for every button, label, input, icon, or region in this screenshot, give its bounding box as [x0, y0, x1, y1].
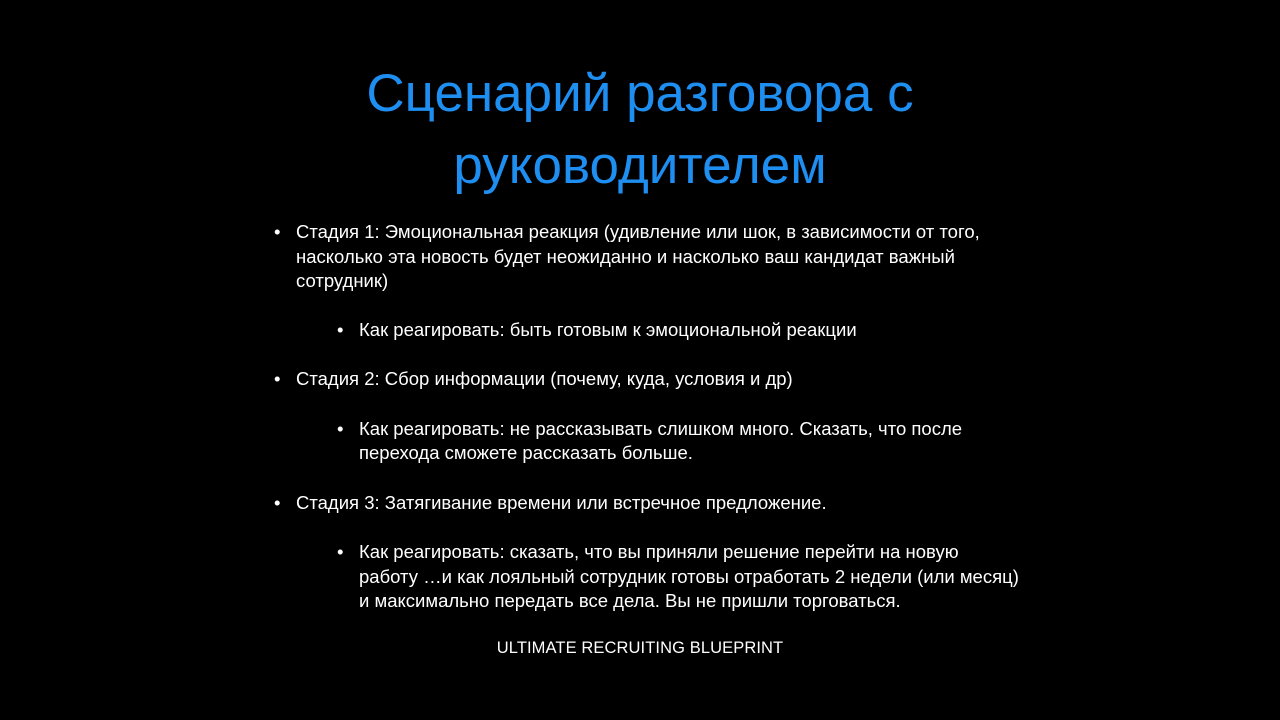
- list-item-response-3: [337, 540, 1019, 614]
- list-item-text: Стадия 2: Сбор информации (почему, куда, условия и др): [296, 368, 793, 389]
- slide-title-line-1: Сценарий разговора с: [366, 64, 914, 123]
- bullet-list: [274, 220, 1034, 614]
- list-item-text: Стадия 3: Затягивание времени или встречное предложение.: [296, 491, 827, 513]
- list-item-stage-1: [274, 220, 1012, 294]
- list-item-response-1: [337, 318, 1019, 343]
- slide-title-line-2: руководителем: [453, 136, 827, 195]
- list-item-text: Как реагировать: быть готовым к эмоциональной реакции: [359, 318, 857, 340]
- list-item-stage-3: [274, 491, 1012, 516]
- list-item-stage-2: [274, 367, 1012, 392]
- list-item-text: Стадия 1: Эмоциональная реакция (удивление или шок, в зависимости от того, насколько эта новость будет неожиданно и насколько ваш кандидат важный сотрудник): [296, 221, 980, 291]
- list-item-text: Как реагировать: сказать, что вы приняли решение перейти на новую работу …и как лояльный сотрудник готовы отработать 2 недели (или месяц) и максимально передать все дела. Вы не пришли торговаться.: [359, 541, 1019, 611]
- bullet-marker: •: [274, 221, 281, 242]
- bullet-marker: •: [337, 318, 344, 340]
- footer-brand: ULTIMATE RECRUITING BLUEPRINT: [496, 639, 784, 657]
- bullet-marker: •: [274, 368, 281, 389]
- list-item-response-2: [337, 417, 1019, 466]
- bullet-marker: •: [337, 541, 344, 562]
- bullet-marker: •: [274, 491, 281, 513]
- list-item-text: Как реагировать: не рассказывать слишком много. Сказать, что после перехода сможете рассказать больше.: [359, 417, 963, 463]
- bullet-marker: •: [337, 417, 344, 439]
- slide-title: [0, 58, 1280, 202]
